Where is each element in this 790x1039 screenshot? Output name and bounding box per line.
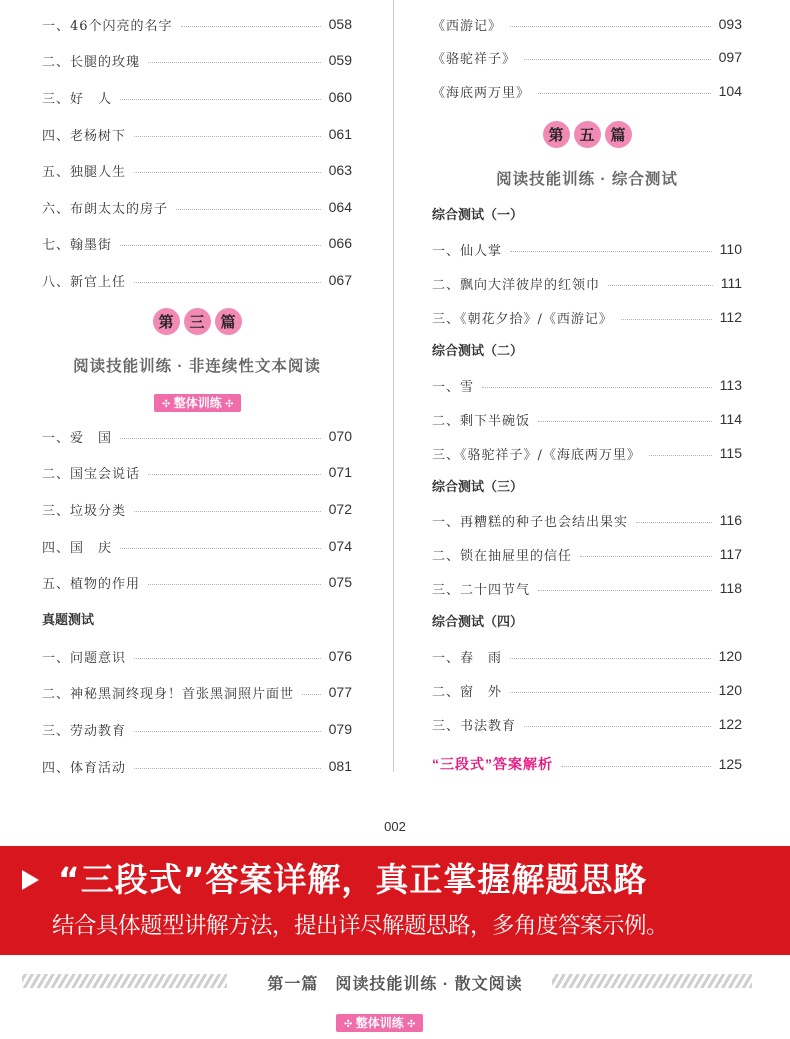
overall-training-pill: ✣ 整体训练 ✣: [154, 394, 241, 412]
dot-leader: [482, 387, 712, 388]
toc-entry[interactable]: 二、长腿的玫瑰 059: [42, 52, 352, 70]
sparkle-icon: ✣: [407, 1019, 416, 1030]
toc-entry[interactable]: 一、雪 113: [432, 377, 742, 395]
answer-analysis-entry[interactable]: “三段式”答案解析 125: [432, 756, 742, 772]
toc-entry[interactable]: 《西游记》 093: [432, 16, 742, 34]
toc-entry[interactable]: 三、垃圾分类 072: [42, 501, 352, 519]
part-five-heading: [432, 121, 742, 149]
dot-leader: [561, 766, 711, 767]
toc-entry[interactable]: 三、好 人 060: [42, 89, 352, 107]
dot-leader: [120, 438, 321, 439]
dot-leader: [538, 93, 711, 94]
part-title: 阅读技能训练 · 综合测试: [496, 171, 678, 188]
part-title: 阅读技能训练 · 非连续性文本阅读: [73, 358, 321, 375]
dot-leader: [510, 26, 711, 27]
promo-banner: [0, 846, 790, 955]
dot-leader: [510, 692, 711, 693]
part-three-heading: [42, 308, 352, 336]
toc-entry[interactable]: 《海底两万里》 104: [432, 83, 742, 101]
dot-leader: [538, 421, 712, 422]
toc-entry[interactable]: 二、神秘黑洞终现身！首张黑洞照片面世 077: [42, 684, 352, 702]
part-char-circle: 第: [543, 121, 570, 148]
page-number: 002: [384, 819, 406, 834]
dot-leader: [148, 62, 321, 63]
next-page-title: 第一篇 阅读技能训练 · 散文阅读: [267, 976, 523, 993]
toc-entry[interactable]: 三、书法教育 122: [432, 716, 742, 734]
dot-leader: [510, 658, 711, 659]
toc-entry[interactable]: 一、46个闪亮的名字 058: [42, 16, 352, 34]
dot-leader: [608, 285, 713, 286]
overall-training-pill: ✣ 整体训练 ✣: [336, 1014, 423, 1032]
dot-leader: [148, 474, 321, 475]
dot-leader: [580, 556, 712, 557]
dot-leader: [134, 658, 321, 659]
section-heading: 综合测试（一）: [432, 207, 524, 222]
dot-leader: [621, 319, 712, 320]
dot-leader: [524, 59, 711, 60]
toc-entry[interactable]: 七、翰墨街 066: [42, 235, 352, 253]
dot-leader: [181, 26, 321, 27]
toc-entry[interactable]: 四、体育活动 081: [42, 758, 352, 776]
sparkle-icon: ✣: [162, 399, 171, 410]
toc-entry[interactable]: 一、仙人掌 110: [432, 241, 742, 259]
column-divider: [393, 0, 394, 772]
toc-entry[interactable]: 三、劳动教育 079: [42, 721, 352, 739]
toc-entry[interactable]: 三、二十四节气 118: [432, 580, 742, 598]
section-heading: 综合测试（二）: [432, 343, 524, 358]
part-char-circle: 篇: [215, 308, 242, 335]
sparkle-icon: ✣: [344, 1019, 353, 1030]
banner-subline: 结合具体题型讲解方法，提出详尽解题思路，多角度答案示例。: [52, 913, 669, 939]
toc-entry[interactable]: 一、再糟糕的种子也会结出果实 116: [432, 512, 742, 530]
toc-entry[interactable]: 二、飘向大洋彼岸的红领巾 111: [432, 275, 742, 293]
dot-leader: [176, 209, 321, 210]
toc-entry[interactable]: 二、国宝会说话 071: [42, 464, 352, 482]
part-char-circle: 篇: [605, 121, 632, 148]
dot-leader: [538, 590, 712, 591]
banner-headline: “三段式”答案详解，真正掌握解题思路: [58, 860, 648, 899]
dot-leader: [649, 455, 712, 456]
section-heading: 综合测试（四）: [432, 614, 524, 629]
part-char-circle: 第: [153, 308, 180, 335]
dot-leader: [524, 726, 711, 727]
toc-entry[interactable]: 五、植物的作用 075: [42, 574, 352, 592]
dot-leader: [148, 584, 321, 585]
part-char-circle: 三: [184, 308, 211, 335]
next-page-header: [0, 966, 790, 1000]
dot-leader: [636, 522, 712, 523]
toc-entry[interactable]: 一、爱 国 070: [42, 428, 352, 446]
toc-entry[interactable]: 《骆驼祥子》 097: [432, 49, 742, 67]
part-char-circle: 五: [574, 121, 601, 148]
toc-entry[interactable]: 三、《朝花夕拾》/《西游记》 112: [432, 309, 742, 327]
section-heading: 综合测试（三）: [432, 479, 524, 494]
toc-entry[interactable]: 八、新官上任 067: [42, 272, 352, 290]
dot-leader: [134, 731, 321, 732]
dot-leader: [134, 282, 321, 283]
dot-leader: [134, 768, 321, 769]
sparkle-icon: ✣: [225, 399, 234, 410]
toc-entry[interactable]: 六、布朗太太的房子 064: [42, 199, 352, 217]
dot-leader: [120, 99, 321, 100]
dot-leader: [134, 136, 321, 137]
dot-leader: [134, 172, 321, 173]
play-arrow-icon: [22, 870, 39, 890]
section-heading: 真题测试: [42, 612, 95, 627]
dot-leader: [510, 251, 712, 252]
toc-entry[interactable]: 二、窗 外 120: [432, 682, 742, 700]
dot-leader: [120, 548, 321, 549]
dot-leader: [302, 694, 321, 695]
toc-entry[interactable]: 三、《骆驼祥子》/《海底两万里》 115: [432, 445, 742, 463]
toc-entry[interactable]: 五、独腿人生 063: [42, 162, 352, 180]
toc-entry[interactable]: 二、锁在抽屉里的信任 117: [432, 546, 742, 564]
toc-entry[interactable]: 一、问题意识 076: [42, 648, 352, 666]
toc-entry[interactable]: 四、国 庆 074: [42, 538, 352, 556]
toc-entry[interactable]: 四、老杨树下 061: [42, 126, 352, 144]
dot-leader: [134, 511, 321, 512]
dot-leader: [120, 245, 321, 246]
toc-entry[interactable]: 一、春 雨 120: [432, 648, 742, 666]
toc-entry[interactable]: 二、剩下半碗饭 114: [432, 411, 742, 429]
